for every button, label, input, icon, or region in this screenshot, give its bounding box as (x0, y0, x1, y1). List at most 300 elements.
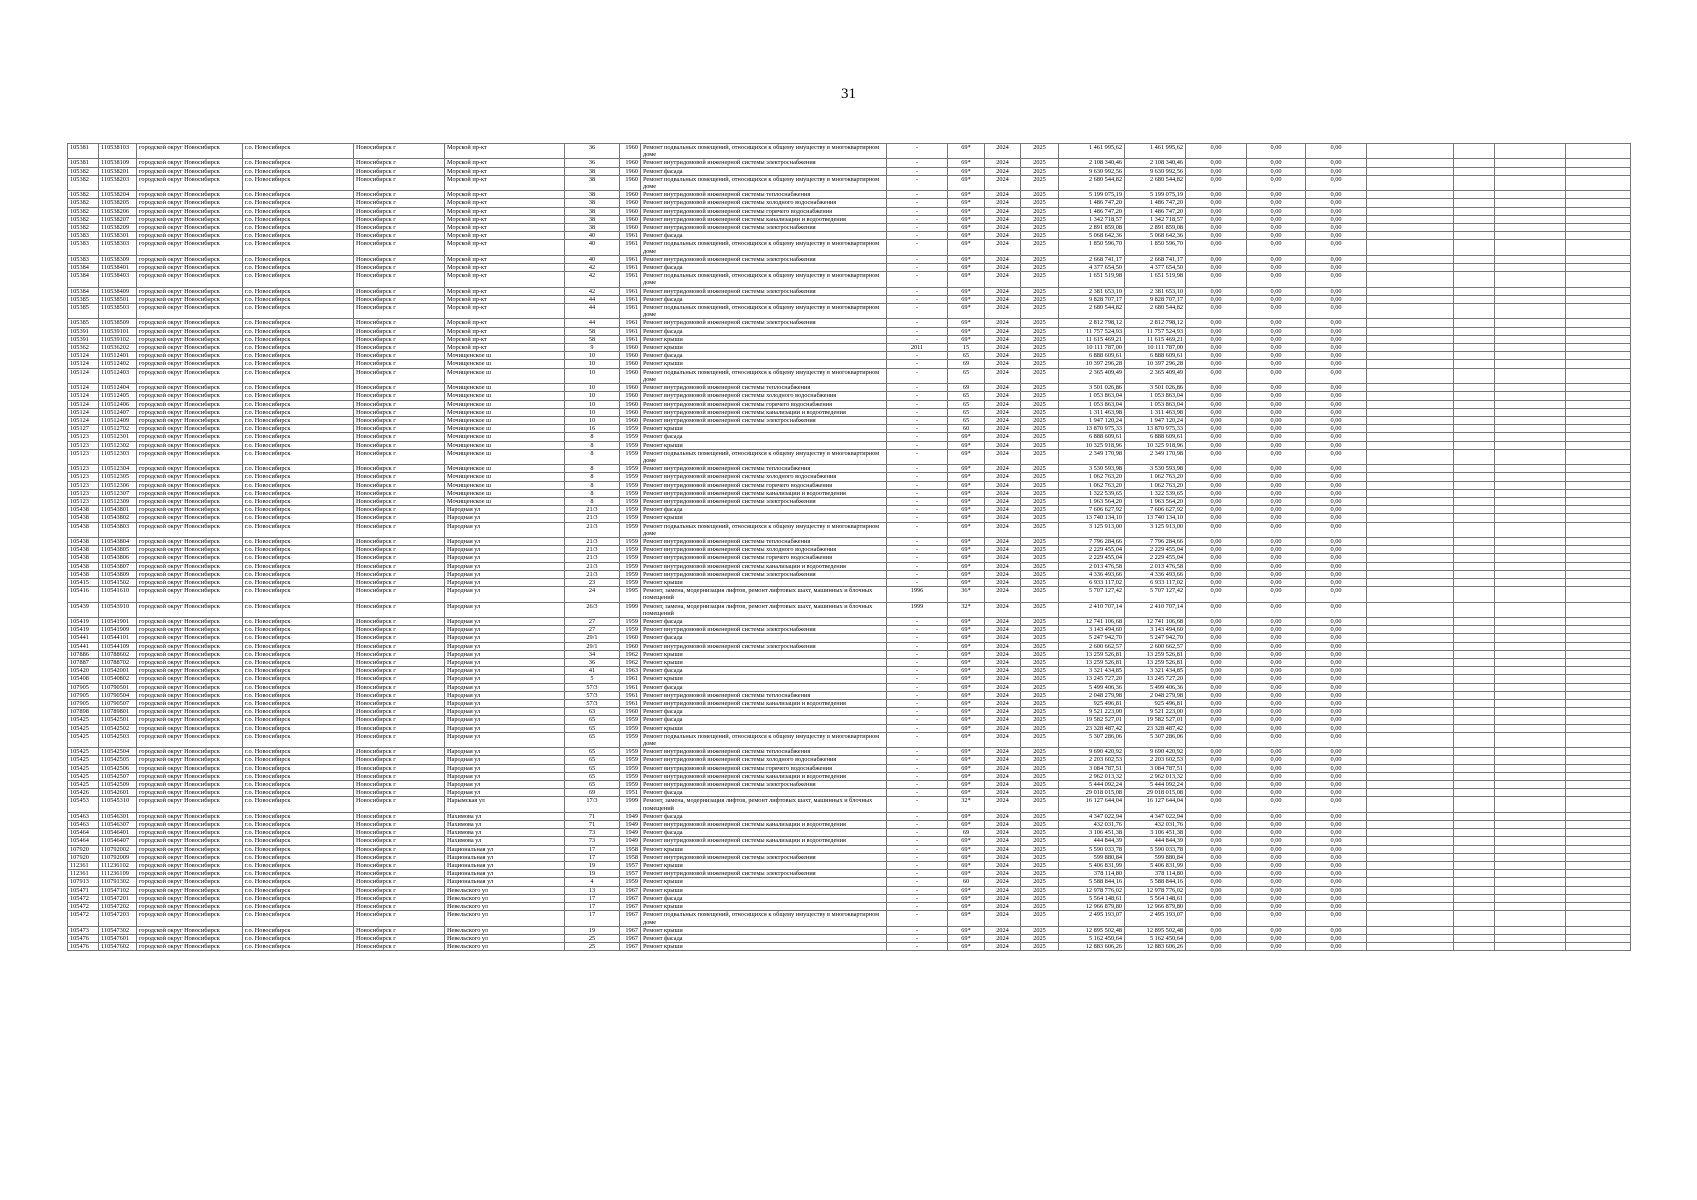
last-repair-year-cell: - (887, 400, 948, 408)
table-row (68, 392, 1631, 400)
street-cell: Морской пр-кт (445, 344, 565, 352)
work-type-cell: Ремонт внутридомовой инженерной системы холодного водоснабжения (641, 546, 887, 554)
work-code-cell: 110538301 (99, 232, 137, 240)
table-row (68, 352, 1631, 360)
start-year-cell: 2024 (985, 708, 1021, 716)
empty-cell (1367, 764, 1454, 772)
empty-cell (1454, 384, 1495, 392)
start-year-cell: 2024 (985, 845, 1021, 853)
empty-cell (1495, 167, 1566, 175)
street-cell: Нахимова ул (445, 829, 565, 837)
build-year-cell: 1960 (620, 708, 641, 716)
table-row (68, 602, 1631, 617)
total-cost-cell: 3 501 026,86 (1059, 384, 1125, 392)
municipality-cell: г.о. Новосибирск (243, 691, 354, 699)
work-type-cell: Ремонт фасада (641, 264, 887, 272)
street-cell: Невельского ул (445, 943, 565, 951)
budget-2-cell: 0,00 (1247, 878, 1306, 886)
budget-3-cell: 0,00 (1306, 716, 1367, 724)
empty-cell (1367, 295, 1454, 303)
total-cost-cell: 1 342 718,57 (1059, 215, 1125, 223)
street-cell: Мочищенское ш (445, 441, 565, 449)
end-year-cell: 2025 (1021, 716, 1059, 724)
budget-2-cell: 0,00 (1247, 602, 1306, 617)
budget-2-cell: 0,00 (1247, 191, 1306, 199)
last-repair-year-cell: - (887, 732, 948, 747)
start-year-cell: 2024 (985, 943, 1021, 951)
budget-3-cell: 0,00 (1306, 926, 1367, 934)
empty-cell (1367, 344, 1454, 352)
house-number-cell: 16 (565, 425, 620, 433)
budget-1-cell: 0,00 (1186, 878, 1247, 886)
service-life-cell: 69* (948, 756, 985, 764)
budget-2-cell: 0,00 (1247, 344, 1306, 352)
empty-cell (1454, 812, 1495, 820)
house-number-cell: 63 (565, 708, 620, 716)
street-cell: Народная ул (445, 546, 565, 554)
fund-cost-cell: 3 084 787,51 (1125, 764, 1186, 772)
work-type-cell: Ремонт внутридомовой инженерной системы горячего водоснабжения (641, 764, 887, 772)
empty-cell (1495, 886, 1566, 894)
budget-2-cell: 0,00 (1247, 911, 1306, 926)
district-cell: городской округ Новосибирск (137, 587, 243, 602)
end-year-cell: 2025 (1021, 886, 1059, 894)
work-code-cell: 110538203 (99, 175, 137, 190)
total-cost-cell: 5 199 075,19 (1059, 191, 1125, 199)
fund-cost-cell: 2 410 707,14 (1125, 602, 1186, 617)
budget-3-cell: 0,00 (1306, 497, 1367, 505)
service-life-cell: 69* (948, 570, 985, 578)
budget-3-cell: 0,00 (1306, 240, 1367, 255)
total-cost-cell: 6 933 117,02 (1059, 578, 1125, 586)
empty-cell (1367, 304, 1454, 319)
record-id-cell: 105124 (68, 368, 99, 383)
budget-1-cell: 0,00 (1186, 772, 1247, 780)
last-repair-year-cell: - (887, 264, 948, 272)
budget-1-cell: 0,00 (1186, 862, 1247, 870)
street-cell: Народная ул (445, 764, 565, 772)
start-year-cell: 2024 (985, 344, 1021, 352)
empty-cell (1495, 926, 1566, 934)
start-year-cell: 2024 (985, 264, 1021, 272)
end-year-cell: 2025 (1021, 683, 1059, 691)
settlement-cell: Новосибирск г (354, 772, 445, 780)
end-year-cell: 2025 (1021, 617, 1059, 625)
budget-1-cell: 0,00 (1186, 199, 1247, 207)
fund-cost-cell: 23 328 487,42 (1125, 724, 1186, 732)
budget-3-cell: 0,00 (1306, 837, 1367, 845)
fund-cost-cell: 3 321 434,85 (1125, 667, 1186, 675)
last-repair-year-cell: - (887, 554, 948, 562)
house-number-cell: 36 (565, 144, 620, 159)
empty-cell (1495, 562, 1566, 570)
work-code-cell: 110540802 (99, 675, 137, 683)
budget-1-cell: 0,00 (1186, 352, 1247, 360)
end-year-cell: 2025 (1021, 570, 1059, 578)
fund-cost-cell: 4 336 493,66 (1125, 570, 1186, 578)
settlement-cell: Новосибирск г (354, 886, 445, 894)
budget-1-cell: 0,00 (1186, 433, 1247, 441)
fund-cost-cell: 1 053 863,04 (1125, 400, 1186, 408)
district-cell: городской округ Новосибирск (137, 207, 243, 215)
municipality-cell: г.о. Новосибирск (243, 449, 354, 464)
empty-cell (1495, 659, 1566, 667)
record-id-cell: 105382 (68, 167, 99, 175)
street-cell: Морской пр-кт (445, 175, 565, 190)
total-cost-cell: 4 377 654,50 (1059, 264, 1125, 272)
street-cell: Народная ул (445, 626, 565, 634)
empty-cell (1367, 797, 1454, 812)
total-cost-cell: 5 307 286,06 (1059, 732, 1125, 747)
fund-cost-cell: 2 381 653,10 (1125, 287, 1186, 295)
budget-3-cell: 0,00 (1306, 642, 1367, 650)
budget-3-cell: 0,00 (1306, 756, 1367, 764)
budget-3-cell: 0,00 (1306, 602, 1367, 617)
empty-cell (1495, 691, 1566, 699)
empty-cell (1454, 449, 1495, 464)
empty-cell (1566, 384, 1631, 392)
settlement-cell: Новосибирск г (354, 159, 445, 167)
work-code-cell: 110541502 (99, 578, 137, 586)
total-cost-cell: 5 247 942,70 (1059, 634, 1125, 642)
district-cell: городской округ Новосибирск (137, 449, 243, 464)
municipality-cell: г.о. Новосибирск (243, 506, 354, 514)
empty-cell (1367, 634, 1454, 642)
settlement-cell: Новосибирск г (354, 926, 445, 934)
street-cell: Морской пр-кт (445, 240, 565, 255)
street-cell: Мочищенское ш (445, 449, 565, 464)
work-code-cell: 110538201 (99, 167, 137, 175)
work-type-cell: Ремонт внутридомовой инженерной системы электроснабжения (641, 570, 887, 578)
table-row (68, 691, 1631, 699)
service-life-cell: 69* (948, 167, 985, 175)
end-year-cell: 2025 (1021, 408, 1059, 416)
budget-2-cell: 0,00 (1247, 497, 1306, 505)
build-year-cell: 1961 (620, 327, 641, 335)
work-code-cell: 110547102 (99, 886, 137, 894)
budget-2-cell: 0,00 (1247, 554, 1306, 562)
work-code-cell: 110541610 (99, 587, 137, 602)
street-cell: Морской пр-кт (445, 327, 565, 335)
table-row (68, 683, 1631, 691)
work-code-cell: 110539102 (99, 335, 137, 343)
work-code-cell: 110542505 (99, 756, 137, 764)
empty-cell (1367, 506, 1454, 514)
total-cost-cell: 4 336 493,66 (1059, 570, 1125, 578)
total-cost-cell: 5 499 406,36 (1059, 683, 1125, 691)
budget-3-cell: 0,00 (1306, 514, 1367, 522)
last-repair-year-cell: - (887, 167, 948, 175)
work-type-cell: Ремонт крыши (641, 659, 887, 667)
empty-cell (1495, 352, 1566, 360)
house-number-cell: 38 (565, 207, 620, 215)
empty-cell (1367, 441, 1454, 449)
street-cell: Морской пр-кт (445, 287, 565, 295)
empty-cell (1566, 642, 1631, 650)
empty-cell (1566, 416, 1631, 424)
fund-cost-cell: 1 311 463,98 (1125, 408, 1186, 416)
table-row (68, 465, 1631, 473)
municipality-cell: г.о. Новосибирск (243, 319, 354, 327)
fund-cost-cell: 5 068 642,36 (1125, 232, 1186, 240)
district-cell: городской округ Новосибирск (137, 489, 243, 497)
work-type-cell: Ремонт крыши (641, 360, 887, 368)
empty-cell (1367, 425, 1454, 433)
work-code-cell: 111236109 (99, 870, 137, 878)
record-id-cell: 105464 (68, 837, 99, 845)
settlement-cell: Новосибирск г (354, 144, 445, 159)
work-type-cell: Ремонт внутридомовой инженерной системы горячего водоснабжения (641, 554, 887, 562)
municipality-cell: г.о. Новосибирск (243, 903, 354, 911)
work-type-cell: Ремонт внутридомовой инженерной системы холодного водоснабжения (641, 199, 887, 207)
record-id-cell: 105425 (68, 724, 99, 732)
record-id-cell: 105472 (68, 903, 99, 911)
empty-cell (1495, 546, 1566, 554)
total-cost-cell: 13 259 526,81 (1059, 659, 1125, 667)
budget-3-cell: 0,00 (1306, 400, 1367, 408)
record-id-cell: 105419 (68, 617, 99, 625)
district-cell: городской округ Новосибирск (137, 934, 243, 942)
house-number-cell: 8 (565, 473, 620, 481)
last-repair-year-cell: - (887, 700, 948, 708)
district-cell: городской округ Новосибирск (137, 634, 243, 642)
empty-cell (1495, 756, 1566, 764)
empty-cell (1566, 587, 1631, 602)
municipality-cell: г.о. Новосибирск (243, 159, 354, 167)
settlement-cell: Новосибирск г (354, 304, 445, 319)
empty-cell (1367, 191, 1454, 199)
fund-cost-cell: 29 018 015,08 (1125, 789, 1186, 797)
work-type-cell: Ремонт крыши (641, 578, 887, 586)
work-type-cell: Ремонт подвальных помещений, относящихся к общему имуществу в многоквартирном доме (641, 911, 887, 926)
settlement-cell: Новосибирск г (354, 481, 445, 489)
repair-program-table (67, 143, 1631, 951)
table-row (68, 554, 1631, 562)
start-year-cell: 2024 (985, 441, 1021, 449)
settlement-cell: Новосибирск г (354, 433, 445, 441)
build-year-cell: 1959 (620, 546, 641, 554)
last-repair-year-cell: - (887, 789, 948, 797)
budget-2-cell: 0,00 (1247, 934, 1306, 942)
last-repair-year-cell: - (887, 144, 948, 159)
street-cell: Нарымская ул (445, 797, 565, 812)
work-code-cell: 110512303 (99, 449, 137, 464)
empty-cell (1454, 862, 1495, 870)
empty-cell (1367, 473, 1454, 481)
budget-3-cell: 0,00 (1306, 352, 1367, 360)
empty-cell (1566, 659, 1631, 667)
settlement-cell: Новосибирск г (354, 821, 445, 829)
district-cell: городской округ Новосибирск (137, 926, 243, 934)
fund-cost-cell: 2 349 170,98 (1125, 449, 1186, 464)
record-id-cell: 105123 (68, 441, 99, 449)
empty-cell (1566, 473, 1631, 481)
municipality-cell: г.о. Новосибирск (243, 894, 354, 902)
start-year-cell: 2024 (985, 327, 1021, 335)
budget-1-cell: 0,00 (1186, 449, 1247, 464)
budget-2-cell: 0,00 (1247, 562, 1306, 570)
table-row (68, 911, 1631, 926)
budget-2-cell: 0,00 (1247, 473, 1306, 481)
build-year-cell: 1958 (620, 853, 641, 861)
street-cell: Мочищенское ш (445, 473, 565, 481)
record-id-cell: 105381 (68, 159, 99, 167)
budget-2-cell: 0,00 (1247, 514, 1306, 522)
total-cost-cell: 23 328 487,42 (1059, 724, 1125, 732)
empty-cell (1454, 642, 1495, 650)
start-year-cell: 2024 (985, 683, 1021, 691)
budget-2-cell: 0,00 (1247, 772, 1306, 780)
record-id-cell: 105384 (68, 287, 99, 295)
last-repair-year-cell: - (887, 853, 948, 861)
end-year-cell: 2025 (1021, 724, 1059, 732)
budget-1-cell: 0,00 (1186, 821, 1247, 829)
budget-1-cell: 0,00 (1186, 368, 1247, 383)
table-row (68, 416, 1631, 424)
empty-cell (1566, 650, 1631, 658)
district-cell: городской округ Новосибирск (137, 821, 243, 829)
district-cell: городской округ Новосибирск (137, 570, 243, 578)
start-year-cell: 2024 (985, 748, 1021, 756)
build-year-cell: 1959 (620, 489, 641, 497)
district-cell: городской округ Новосибирск (137, 465, 243, 473)
work-type-cell: Ремонт фасада (641, 716, 887, 724)
empty-cell (1454, 360, 1495, 368)
budget-2-cell: 0,00 (1247, 360, 1306, 368)
start-year-cell: 2024 (985, 159, 1021, 167)
settlement-cell: Новосибирск г (354, 626, 445, 634)
table-row (68, 522, 1631, 537)
work-type-cell: Ремонт крыши (641, 675, 887, 683)
total-cost-cell: 2 203 602,53 (1059, 756, 1125, 764)
work-code-cell: 110546301 (99, 812, 137, 820)
budget-3-cell: 0,00 (1306, 344, 1367, 352)
budget-3-cell: 0,00 (1306, 416, 1367, 424)
municipality-cell: г.о. Новосибирск (243, 489, 354, 497)
house-number-cell: 9 (565, 344, 620, 352)
house-number-cell: 57/3 (565, 691, 620, 699)
last-repair-year-cell: - (887, 562, 948, 570)
record-id-cell: 105473 (68, 926, 99, 934)
budget-3-cell: 0,00 (1306, 870, 1367, 878)
empty-cell (1454, 764, 1495, 772)
start-year-cell: 2024 (985, 497, 1021, 505)
budget-3-cell: 0,00 (1306, 522, 1367, 537)
table-row (68, 797, 1631, 812)
settlement-cell: Новосибирск г (354, 562, 445, 570)
build-year-cell: 1959 (620, 716, 641, 724)
start-year-cell: 2024 (985, 537, 1021, 545)
settlement-cell: Новосибирск г (354, 352, 445, 360)
last-repair-year-cell: - (887, 748, 948, 756)
record-id-cell: 105384 (68, 264, 99, 272)
end-year-cell: 2025 (1021, 425, 1059, 433)
settlement-cell: Новосибирск г (354, 837, 445, 845)
work-code-cell: 110512402 (99, 360, 137, 368)
build-year-cell: 1967 (620, 886, 641, 894)
budget-3-cell: 0,00 (1306, 829, 1367, 837)
work-code-cell: 110512405 (99, 392, 137, 400)
total-cost-cell: 2 381 653,10 (1059, 287, 1125, 295)
work-code-cell: 110543805 (99, 546, 137, 554)
budget-3-cell: 0,00 (1306, 384, 1367, 392)
budget-1-cell: 0,00 (1186, 232, 1247, 240)
work-code-cell: 110547201 (99, 894, 137, 902)
table-row (68, 789, 1631, 797)
last-repair-year-cell: - (887, 578, 948, 586)
budget-1-cell: 0,00 (1186, 167, 1247, 175)
empty-cell (1566, 570, 1631, 578)
service-life-cell: 15 (948, 344, 985, 352)
street-cell: Невельского ул (445, 894, 565, 902)
empty-cell (1454, 691, 1495, 699)
budget-2-cell: 0,00 (1247, 522, 1306, 537)
service-life-cell: 69* (948, 224, 985, 232)
start-year-cell: 2024 (985, 642, 1021, 650)
budget-1-cell: 0,00 (1186, 255, 1247, 263)
budget-2-cell: 0,00 (1247, 295, 1306, 303)
district-cell: городской округ Новосибирск (137, 789, 243, 797)
start-year-cell: 2024 (985, 481, 1021, 489)
start-year-cell: 2024 (985, 425, 1021, 433)
total-cost-cell: 5 068 642,36 (1059, 232, 1125, 240)
street-cell: Народная ул (445, 789, 565, 797)
fund-cost-cell: 1 947 120,24 (1125, 416, 1186, 424)
fund-cost-cell: 3 106 451,38 (1125, 829, 1186, 837)
record-id-cell: 105408 (68, 675, 99, 683)
service-life-cell: 69* (948, 295, 985, 303)
table-row (68, 716, 1631, 724)
empty-cell (1566, 789, 1631, 797)
empty-cell (1367, 384, 1454, 392)
last-repair-year-cell: - (887, 537, 948, 545)
start-year-cell: 2024 (985, 626, 1021, 634)
end-year-cell: 2025 (1021, 441, 1059, 449)
empty-cell (1495, 748, 1566, 756)
service-life-cell: 69* (948, 911, 985, 926)
empty-cell (1367, 926, 1454, 934)
build-year-cell: 1961 (620, 683, 641, 691)
work-code-cell: 110512307 (99, 489, 137, 497)
table-row (68, 360, 1631, 368)
budget-2-cell: 0,00 (1247, 716, 1306, 724)
service-life-cell: 69* (948, 700, 985, 708)
empty-cell (1454, 829, 1495, 837)
house-number-cell: 21/3 (565, 570, 620, 578)
build-year-cell: 1961 (620, 675, 641, 683)
last-repair-year-cell: - (887, 449, 948, 464)
house-number-cell: 73 (565, 829, 620, 837)
start-year-cell: 2024 (985, 392, 1021, 400)
empty-cell (1495, 224, 1566, 232)
budget-3-cell: 0,00 (1306, 489, 1367, 497)
municipality-cell: г.о. Новосибирск (243, 845, 354, 853)
budget-1-cell: 0,00 (1186, 319, 1247, 327)
municipality-cell: г.о. Новосибирск (243, 870, 354, 878)
empty-cell (1566, 781, 1631, 789)
record-id-cell: 105476 (68, 943, 99, 951)
total-cost-cell: 2 680 544,82 (1059, 304, 1125, 319)
empty-cell (1454, 481, 1495, 489)
service-life-cell: 69* (948, 934, 985, 942)
service-life-cell: 69* (948, 191, 985, 199)
last-repair-year-cell: - (887, 894, 948, 902)
municipality-cell: г.о. Новосибирск (243, 602, 354, 617)
house-number-cell: 8 (565, 489, 620, 497)
street-cell: Народная ул (445, 691, 565, 699)
build-year-cell: 1959 (620, 554, 641, 562)
service-life-cell: 69* (948, 617, 985, 625)
